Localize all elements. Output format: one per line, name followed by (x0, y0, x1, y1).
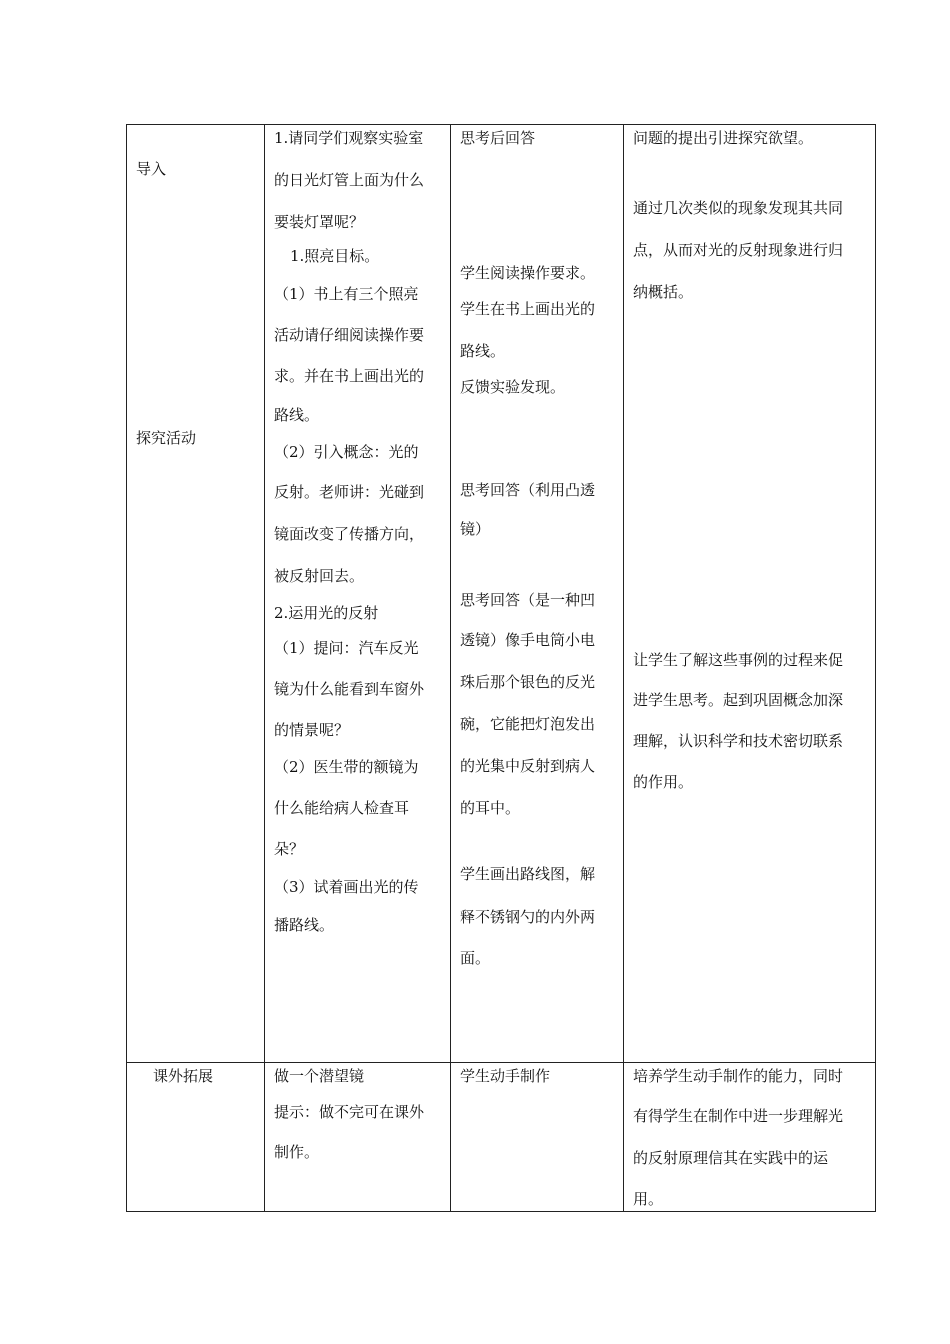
stage-label-intro: 导入 (136, 160, 167, 178)
intent-line: 的反射原理信其在实践中的运 (633, 1149, 829, 1167)
teacher-line: （2）引入概念：光的 (274, 443, 419, 461)
intent-line: 进学生思考。起到巩固概念加深 (633, 691, 844, 709)
teacher-line: 播路线。 (274, 916, 335, 934)
stage-label-extension: 课外拓展 (153, 1067, 214, 1085)
column-divider (623, 125, 624, 1211)
intent-line: 理解，认识科学和技术密切联系 (633, 732, 844, 750)
student-line: 学生在书上画出光的 (460, 300, 596, 318)
teacher-line: 的情景呢？ (274, 721, 350, 739)
stage-label-explore: 探究活动 (136, 429, 197, 447)
teacher-line: 做一个潜望镜 (274, 1067, 365, 1085)
teacher-line: （3）试着画出光的传 (274, 878, 419, 896)
teacher-line: 什么能给病人检查耳 (274, 799, 410, 817)
teacher-line: 1.请同学们观察实验室 (274, 129, 424, 147)
intent-line: 通过几次类似的现象发现其共同 (633, 199, 844, 217)
intent-line: 点，从而对光的反射现象进行归 (633, 241, 844, 259)
teacher-line: 要装灯罩呢？ (274, 213, 365, 231)
intent-line: 培养学生动手制作的能力，同时 (633, 1067, 844, 1085)
teacher-line: 提示：做不完可在课外 (274, 1103, 425, 1121)
teacher-line: 求。并在书上画出光的 (274, 367, 425, 385)
student-line: 释不锈钢勺的内外两 (460, 908, 596, 926)
student-line: 镜） (460, 520, 491, 538)
lesson-plan-table (126, 124, 876, 1212)
teacher-line: （2）医生带的额镜为 (274, 758, 419, 776)
student-line: 的耳中。 (460, 799, 521, 817)
student-line: 透镜）像手电筒小电 (460, 631, 596, 649)
student-line: 学生动手制作 (460, 1067, 551, 1085)
intent-line: 纳概括。 (633, 283, 694, 301)
teacher-line: 路线。 (274, 406, 320, 424)
intent-line: 问题的提出引进探究欲望。 (633, 129, 814, 147)
teacher-line: 活动请仔细阅读操作要 (274, 326, 425, 344)
student-line: 的光集中反射到病人 (460, 757, 596, 775)
student-line: 反馈实验发现。 (460, 378, 566, 396)
teacher-line: 朵？ (274, 840, 305, 858)
intent-line: 用。 (633, 1190, 664, 1208)
student-line: 碗，它能把灯泡发出 (460, 715, 596, 733)
teacher-line: 反射。老师讲：光碰到 (274, 483, 425, 501)
teacher-line: 制作。 (274, 1143, 320, 1161)
teacher-line: （1）书上有三个照亮 (274, 285, 419, 303)
student-line: 面。 (460, 949, 491, 967)
teacher-line: 被反射回去。 (274, 567, 365, 585)
student-line: 路线。 (460, 342, 506, 360)
teacher-line: 1.照亮目标。 (290, 247, 380, 265)
row-divider (127, 1062, 875, 1063)
intent-line: 让学生了解这些事例的过程来促 (633, 651, 844, 669)
intent-line: 的作用。 (633, 773, 694, 791)
student-line: 思考回答（利用凸透 (460, 481, 596, 499)
teacher-line: 镜面改变了传播方向， (274, 525, 425, 543)
student-line: 思考后回答 (460, 129, 536, 147)
student-line: 思考回答（是一种凹 (460, 591, 596, 609)
teacher-line: 镜为什么能看到车窗外 (274, 680, 425, 698)
intent-line: 有得学生在制作中进一步理解光 (633, 1107, 844, 1125)
column-divider (450, 125, 451, 1211)
student-line: 学生画出路线图，解 (460, 865, 596, 883)
teacher-line: 的日光灯管上面为什么 (274, 171, 425, 189)
student-line: 珠后那个银色的反光 (460, 673, 596, 691)
teacher-line: （1）提问：汽车反光 (274, 639, 419, 657)
student-line: 学生阅读操作要求。 (460, 264, 596, 282)
column-divider (264, 125, 265, 1211)
teacher-line: 2.运用光的反射 (274, 604, 379, 622)
